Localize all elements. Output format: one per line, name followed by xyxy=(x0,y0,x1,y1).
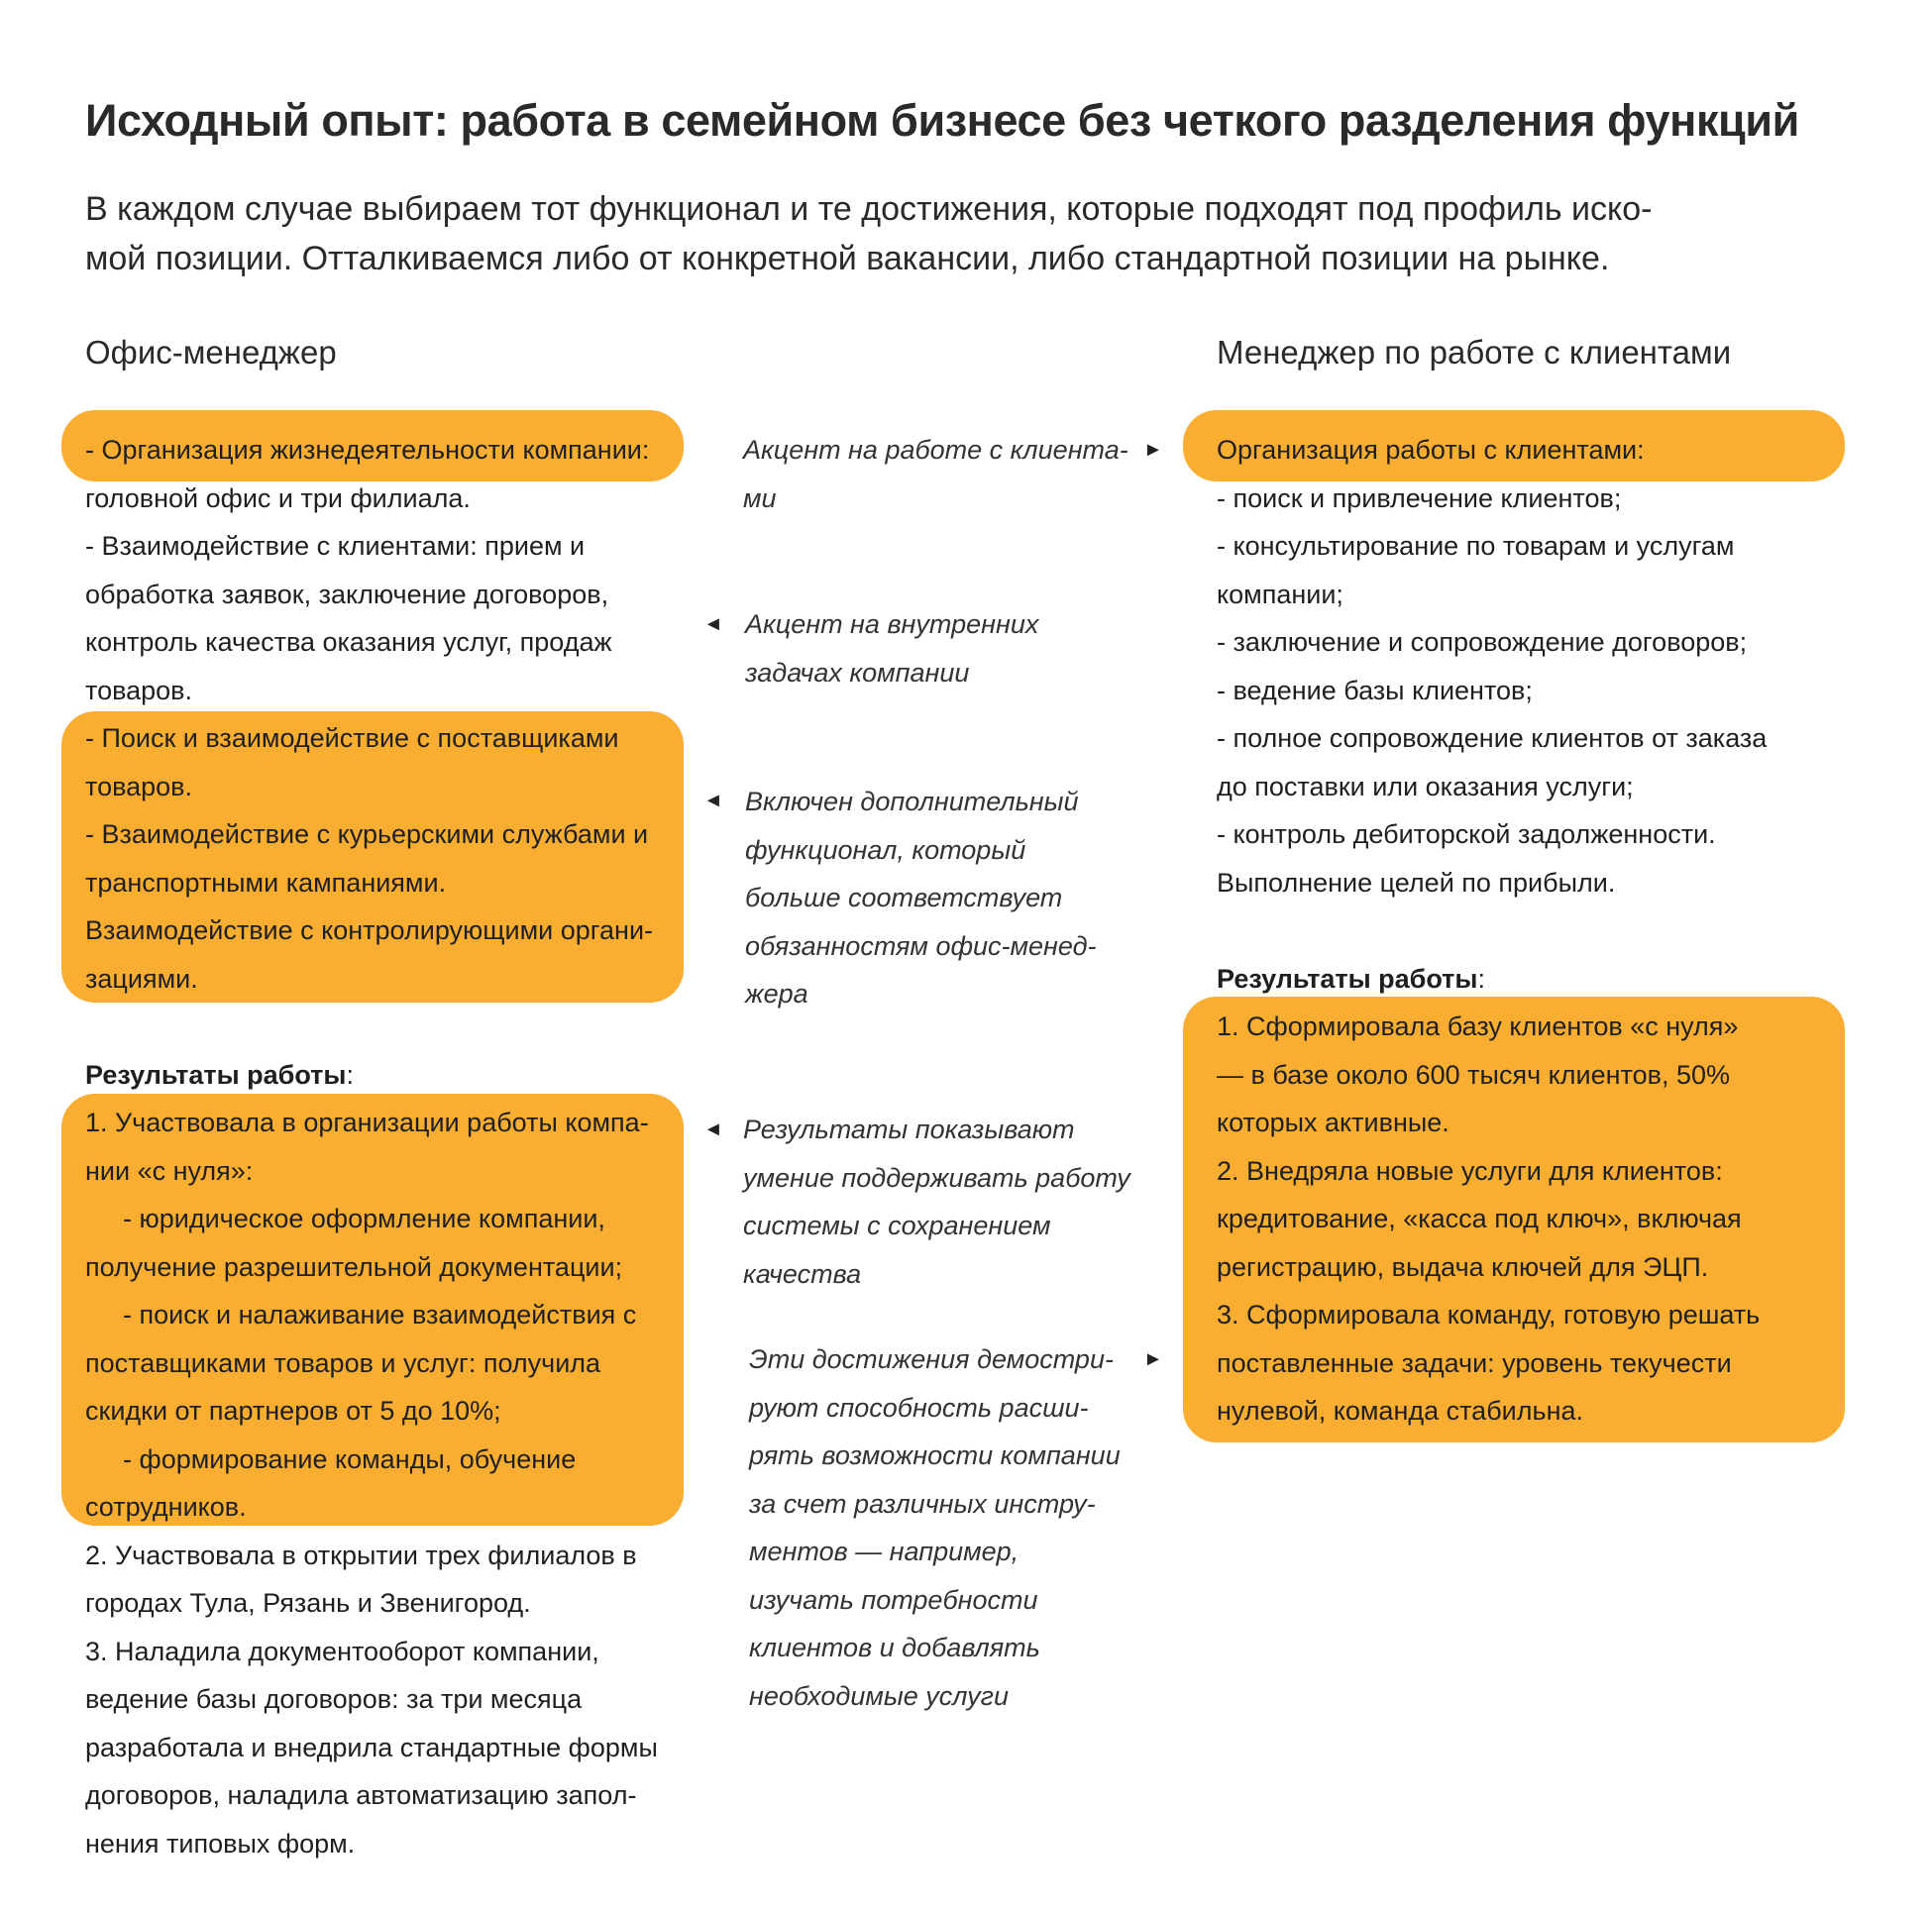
right-result-line: которых активные. xyxy=(1217,1108,1449,1137)
right-duty-line: до поставки или оказания услуги; xyxy=(1217,771,1634,801)
left-results-heading xyxy=(85,1051,658,1100)
right-duty-line: Организация работы с клиентами: xyxy=(1217,435,1645,465)
left-duty-line: товаров. xyxy=(85,675,193,705)
right-result-line: поставленные задачи: уровень текучести xyxy=(1217,1347,1732,1378)
note-line: умение поддерживать работу xyxy=(743,1162,1130,1193)
right-duty-line: - поиск и привлечение клиентов; xyxy=(1217,482,1622,513)
left-result-line: 3. Наладила документооборот компании, xyxy=(85,1636,599,1666)
left-result-line: нения типовых форм. xyxy=(85,1828,356,1859)
note-achievements xyxy=(749,1335,1121,1720)
left-duty-line: - Взаимодействие с курьерскими службами и xyxy=(85,819,649,849)
arrow-right-icon: ► xyxy=(1143,439,1163,461)
note-results-system xyxy=(743,1106,1130,1298)
left-duty-line: товаров. xyxy=(85,771,193,801)
note-extra-function xyxy=(745,778,1097,1018)
note-client-focus xyxy=(743,426,1128,522)
right-result-line: 1. Сформировала базу клиентов «с нуля» xyxy=(1217,1011,1739,1041)
right-result-line: 3. Сформировала команду, готовую решать xyxy=(1217,1300,1761,1330)
left-duty-line: - Организация жизнедеятельности компании: xyxy=(85,435,650,465)
intro-line: мой позиции. Отталкиваемся либо от конкретной вакансии, либо стандартной позиции на рынке. xyxy=(85,240,1610,277)
left-column xyxy=(85,426,658,1867)
arrow-left-icon: ◄ xyxy=(703,613,723,635)
right-result-line: 2. Внедряла новые услуги для клиентов: xyxy=(1217,1155,1723,1186)
note-line: системы с сохранением xyxy=(743,1211,1051,1240)
left-duty-line: транспортными кампаниями. xyxy=(85,867,447,898)
right-duty-line: - заключение и сопровождение договоров; xyxy=(1217,627,1748,657)
right-result-line: нулевой, команда стабильна. xyxy=(1217,1396,1583,1426)
right-column-heading: Менеджер по работе с клиентами xyxy=(1217,334,1732,371)
left-result-line: сотрудников. xyxy=(85,1492,247,1522)
note-line: Эти достижения демостри- xyxy=(749,1344,1114,1374)
note-line: Включен дополнительный xyxy=(745,787,1079,816)
left-result-line: - поиск и налаживание взаимодействия с xyxy=(123,1300,637,1330)
note-line: Результаты показывают xyxy=(743,1115,1075,1144)
note-internal-focus xyxy=(745,600,1038,696)
left-result-line: поставщиками товаров и услуг: получила xyxy=(85,1347,601,1378)
left-result-line: ведение базы договоров: за три месяца xyxy=(85,1684,583,1714)
note-line: функционал, который xyxy=(745,834,1026,865)
left-result-line: 1. Участвовала в организации работы компа- xyxy=(85,1108,649,1137)
right-duty-line: компании; xyxy=(1217,579,1343,609)
arrow-right-icon: ► xyxy=(1143,1348,1163,1370)
right-duty-line: - полное сопровождение клиентов от заказа xyxy=(1217,723,1768,753)
left-duty-line: - Поиск и взаимодействие с поставщиками xyxy=(85,723,619,753)
page-title: Исходный опыт: работа в семейном бизнесе без четкого разделения функций xyxy=(85,95,1799,146)
left-result-line: - формирование команды, обучение xyxy=(123,1443,577,1474)
left-result-line: разработала и внедрила стандартные формы xyxy=(85,1732,658,1762)
note-line: ментов — например, xyxy=(749,1537,1020,1566)
left-column-heading: Офис-менеджер xyxy=(85,334,337,371)
right-duty-line: - ведение базы клиентов; xyxy=(1217,675,1533,705)
left-results-colon: : xyxy=(346,1059,354,1090)
right-results-colon: : xyxy=(1477,963,1485,994)
left-duty-line: головной офис и три филиала. xyxy=(85,482,471,513)
note-line: клиентов и добавлять xyxy=(749,1633,1040,1662)
note-line: рять возможности компании xyxy=(749,1440,1121,1470)
left-result-line: городах Тула, Рязань и Звенигород. xyxy=(85,1588,531,1618)
left-result-line: 2. Участвовала в открытии трех филиалов в xyxy=(85,1540,637,1570)
right-result-line: регистрацию, выдача ключей для ЭЦП. xyxy=(1217,1251,1709,1282)
note-line: изучать потребности xyxy=(749,1584,1038,1615)
right-result-line: кредитование, «касса под ключ», включая xyxy=(1217,1204,1742,1233)
right-duty-line: Выполнение целей по прибыли. xyxy=(1217,867,1616,898)
left-duty-line: обработка заявок, заключение договоров, xyxy=(85,579,609,609)
right-results-heading xyxy=(1217,955,1767,1004)
left-result-line: нии «с нуля»: xyxy=(85,1155,254,1186)
note-line: задачах компании xyxy=(745,657,970,688)
right-duty-line: - консультирование по товарам и услугам xyxy=(1217,531,1735,561)
left-result-line: договоров, наладила автоматизацию запол- xyxy=(85,1780,637,1810)
arrow-left-icon: ◄ xyxy=(703,790,723,811)
right-column xyxy=(1217,426,1767,1436)
note-line: Акцент на внутренних xyxy=(745,609,1039,639)
right-duty-line: - контроль дебиторской задолженности. xyxy=(1217,819,1716,849)
note-line: ми xyxy=(743,482,777,513)
note-line: обязанностям офис-менед- xyxy=(745,930,1097,961)
left-result-line: получение разрешительной документации; xyxy=(85,1251,623,1282)
right-results-label: Результаты работы xyxy=(1217,963,1478,994)
left-result-line: - юридическое оформление компании, xyxy=(123,1204,605,1233)
note-line: качества xyxy=(743,1258,862,1289)
left-duty-line: - Взаимодействие с клиентами: прием и xyxy=(85,531,586,561)
left-result-line: скидки от партнеров от 5 до 10%; xyxy=(85,1396,501,1426)
note-line: необходимые услуги xyxy=(749,1680,1009,1711)
left-duty-line: контроль качества оказания услуг, продаж xyxy=(85,627,612,657)
note-line: жера xyxy=(745,979,808,1009)
note-line: за счет различных инстру- xyxy=(749,1488,1096,1519)
left-results-label: Результаты работы xyxy=(85,1059,347,1090)
intro-paragraph xyxy=(85,184,1750,283)
note-line: руют способность расши- xyxy=(749,1392,1089,1423)
arrow-left-icon: ◄ xyxy=(703,1118,723,1140)
intro-line: В каждом случае выбираем тот функционал и те достижения, которые подходят под профиль иско- xyxy=(85,190,1653,228)
right-result-line: — в базе около 600 тысяч клиентов, 50% xyxy=(1217,1059,1730,1090)
note-line: Акцент на работе с клиента- xyxy=(743,435,1128,465)
left-duty-line: Взаимодействие с контролирующими органи- xyxy=(85,915,654,945)
left-duty-line: зациями. xyxy=(85,963,198,994)
note-line: больше соответствует xyxy=(745,883,1063,912)
